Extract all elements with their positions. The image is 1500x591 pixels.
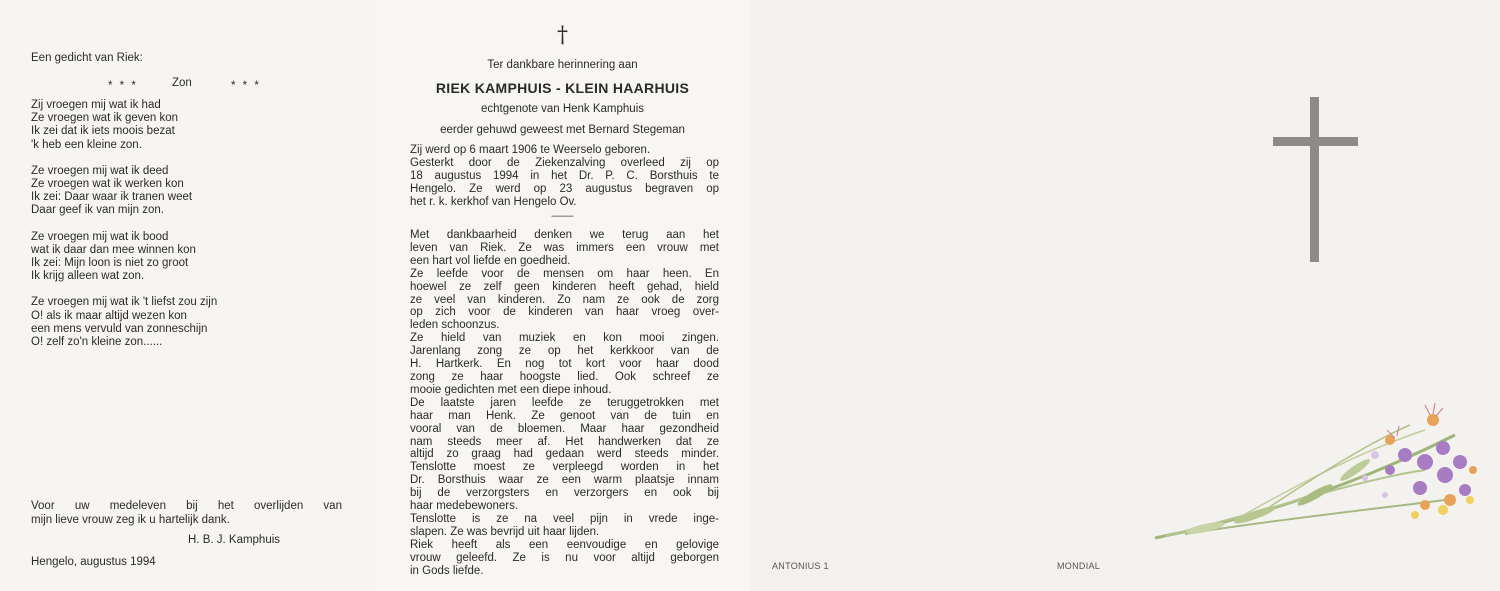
poem-line: Ik zei: Daar waar ik tranen weet xyxy=(31,191,193,204)
thanks-word: Voor xyxy=(31,500,55,512)
poem-line: O! zelf zo'n kleine zon...... xyxy=(31,336,163,349)
tribute-line: Jarenlang zong ze op het kerkkoor van de xyxy=(410,345,719,358)
stanza xyxy=(31,99,217,152)
poem-line: Ze vroegen wat ik geven kon xyxy=(31,112,179,125)
cross-icon: † xyxy=(557,23,568,48)
poem-line: Ze vroegen mij wat ik deed xyxy=(31,164,169,177)
deceased-name: RIEK KAMPHUIS - KLEIN HAARHUIS xyxy=(435,80,690,96)
tribute-line: slapen. Ze was bevrijd uit haar lijden. xyxy=(410,525,600,538)
left-panel xyxy=(0,0,375,591)
bio-line: 18 augustus 1994 in het Dr. P. C. Borsthuis te xyxy=(410,169,719,182)
poem-line: Ze vroegen mij wat ik 't liefst zou zijn xyxy=(31,296,218,309)
cover-panel xyxy=(1057,0,1500,591)
poem-line: O! als ik maar altijd wezen kon xyxy=(31,309,187,322)
tribute-line: op zich voor de kinderen van haar vroeg over- xyxy=(410,306,719,319)
cover-art xyxy=(1125,0,1500,591)
tribute-line: De laatste jaren leefde ze teruggetrokken met xyxy=(410,396,719,409)
tribute-line: Tenslotte moest ze verpleegd worden in het xyxy=(410,461,719,474)
stanza xyxy=(31,231,217,284)
bio-paragraph xyxy=(410,144,719,209)
tribute-line: bij de verzorgsters en verzorgers en ook bij xyxy=(410,487,719,500)
tribute-line: nam steeds meer af. Het handwerken dat ze xyxy=(410,435,719,448)
poem-line: 'k heb een kleine zon. xyxy=(31,138,142,151)
tribute-line: een hart vol liefde en goedheid. xyxy=(410,254,571,267)
tribute-line: H. Hartkerk. En nog tot kort voor haar dood xyxy=(410,358,719,371)
bio-line: het r. k. kerkhof van Hengelo Ov. xyxy=(410,195,577,208)
middle-panel xyxy=(375,0,750,591)
heading: Ter dankbare herinnering aan xyxy=(487,59,638,71)
printer-code: ANTONIUS 1 xyxy=(772,561,829,571)
poem-line: Ik krijg alleen wat zon. xyxy=(31,270,145,283)
spouse-line: echtgenote van Henk Kamphuis xyxy=(480,103,645,115)
poem-line: een mens vervuld van zonneschijn xyxy=(31,322,208,335)
poem-line: Ik zei dat ik iets moois bezat xyxy=(31,125,175,138)
previous-marriage-line: eerder gehuwd geweest met Bernard Stegeman xyxy=(440,124,685,136)
poem-line: Ik zei: Mijn loon is niet zo groot xyxy=(31,257,189,270)
tribute-line: haar medebewoners. xyxy=(410,500,519,513)
tribute-line: Dr. Borsthuis waar ze een warm plaatsje innam xyxy=(410,474,719,487)
thanks-word: van xyxy=(323,500,342,512)
stars-left: * * * xyxy=(108,80,138,92)
tribute-line: vooral van de bloemen. Maar haar gezondheid xyxy=(410,422,719,435)
bio-line: Gesterkt door de Ziekenzalving overleed zij op xyxy=(410,156,719,169)
tribute-line: mooie gedichten met een diepe inhoud. xyxy=(410,383,612,396)
poem-line: Ze vroegen mij wat ik bood xyxy=(31,230,169,243)
tribute-line: zong ze haar hoogste lied. Ook schreef ze xyxy=(410,370,719,383)
tribute-line: leven van Riek. Ze was immers een vrouw met xyxy=(410,241,719,254)
bio-line: Zij werd op 6 maart 1906 te Weerselo geboren. xyxy=(410,144,651,156)
thanks-word: uw xyxy=(74,500,90,512)
bio-line: Hengelo. Ze werd op 23 augustus begraven op xyxy=(410,182,719,195)
thanks-word: overlijden xyxy=(254,500,304,512)
poem-title: Zon xyxy=(172,77,192,89)
printer-name: MONDIAL xyxy=(1057,561,1101,571)
thanks-line-2: mijn lieve vrouw zeg ik u hartelijk dank. xyxy=(31,514,230,526)
tribute-line: hoewel ze zelf geen kinderen heeft gehad, hield xyxy=(410,280,719,293)
poem-line: wat ik daar dan mee winnen kon xyxy=(31,243,196,256)
stars-right: * * * xyxy=(231,80,261,92)
back-panel xyxy=(750,0,1125,591)
signature: H. B. J. Kamphuis xyxy=(188,534,281,546)
cross-icon xyxy=(1273,97,1358,262)
tribute-line: Ze leefde voor de mensen om haar heen. En xyxy=(410,267,719,280)
thanks-word: medeleven xyxy=(109,500,166,512)
thanks-line-1 xyxy=(31,500,342,513)
stanza xyxy=(31,165,217,218)
flower-bouquet-icon xyxy=(1155,403,1477,538)
thanks-word: bij xyxy=(186,500,198,512)
poem-line: Ze vroegen wat ik werken kon xyxy=(31,178,184,191)
tribute-line: Riek heeft als een eenvoudige en gelovige xyxy=(410,538,719,551)
divider: —— xyxy=(551,210,574,222)
tribute-line: Tenslotte is ze na veel pijn in vrede inge- xyxy=(410,512,719,525)
poem-intro: Een gedicht van Riek: xyxy=(31,52,143,64)
stanza xyxy=(31,296,217,349)
tribute-line: Ze hield van muziek en kon mooi zingen. xyxy=(410,332,719,345)
poem-line: Zij vroegen mij wat ik had xyxy=(31,99,161,111)
tribute-line: in Gods liefde. xyxy=(410,564,484,577)
tribute-text xyxy=(410,229,719,577)
tribute-line: ze veel van kinderen. Zo nam ze ook de zorg xyxy=(410,293,719,306)
place-date: Hengelo, augustus 1994 xyxy=(31,556,156,568)
tribute-line: leden schoonzus. xyxy=(410,319,500,332)
poem-line: Daar geef ik van mijn zon. xyxy=(31,204,164,217)
tribute-line: haar man Henk. Ze genoot van de tuin en xyxy=(410,409,719,422)
tribute-line: altijd zo graag had gedaan werd steeds minder. xyxy=(410,448,719,461)
poem-body xyxy=(31,99,217,362)
tribute-line: Met dankbaarheid denken we terug aan het xyxy=(410,229,719,241)
thanks-word: het xyxy=(217,500,234,512)
tribute-line: vrouw geleefd. Ze is nu voor altijd geborgen xyxy=(410,551,719,564)
